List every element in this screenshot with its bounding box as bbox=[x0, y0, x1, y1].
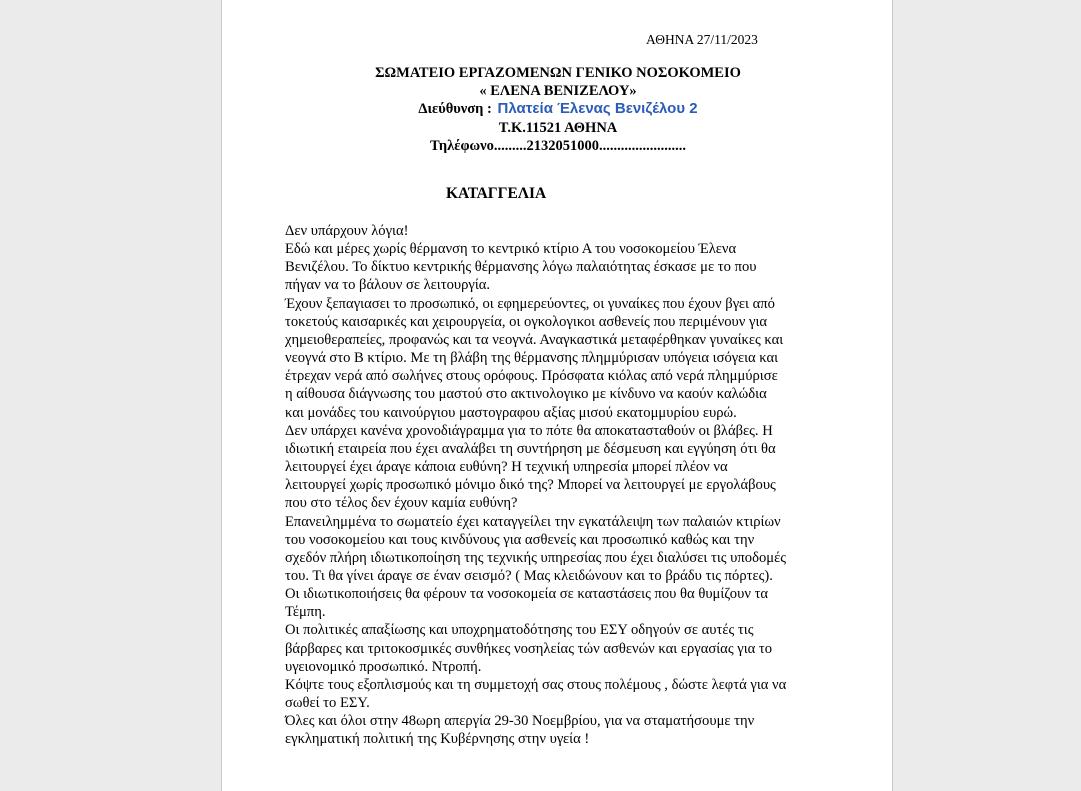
body-line: τοκετούς καισαρικές και χειρουργεία, οι ογκολογικοι ασθενείς που περιμένουν για bbox=[285, 313, 768, 330]
document-date: ΑΘΗΝΑ 27/11/2023 bbox=[646, 32, 758, 47]
body-line: σωθεί το ΕΣΥ. bbox=[285, 695, 370, 712]
document-page bbox=[221, 0, 893, 791]
org-name-line2: « ΕΛΕΝΑ ΒΕΝΙΖΕΛΟΥ» bbox=[479, 83, 637, 100]
body-line: Επανειλημμένα το σωματείο έχει καταγγείλει την εγκατάλειψη των παλαιών κτιρίων bbox=[285, 513, 781, 530]
body-line: λειτουργεί έχει άραγε κάποια ευθύνη? Η τεχνική υπηρεσία μπορεί πλέον να bbox=[285, 459, 728, 476]
body-line: Οι ιδιωτικοποιήσεις θα φέρουν τα νοσοκομεία σε καταστάσεις που θα θυμίζουν τα bbox=[285, 586, 769, 603]
body-line: λειτουργεί χωρίς προσωπικό μόνιμο δικό της? Μπορεί να λειτουργεί με εργολάβους bbox=[285, 477, 776, 494]
body-line: βάρβαρες και τριτοκοσμικές συνθήκες νοσηλείας τών ασθενών και εργασίας για το bbox=[285, 640, 773, 657]
body-line: Έχουν ξεπαγιασει το προσωπικό, οι εφημερεύοντες, οι γυναίκες που έχουν βγει από bbox=[285, 295, 775, 312]
body-line: Δεν υπάρχουν λόγια! bbox=[285, 223, 409, 239]
body-line: του. Τι θα γίνει άραγε σε έναν σεισμό? ( Μας κλειδώνουν και το βράδυ τις πόρτες). bbox=[285, 567, 773, 584]
body-line: σχεδόν πλήρη ιδιωτικοποίηση της τεχνικής υπηρεσίας που έχει διαλύσει τις υποδομές bbox=[285, 549, 786, 566]
body-line: Εδώ και μέρες χωρίς θέρμανση το κεντρικό κτίριο Α του νοσοκομείου Έλενα bbox=[285, 241, 737, 258]
body-line: υγειονομικό προσωπικό. Ντροπή. bbox=[285, 658, 482, 675]
body-line: ιδιωτική εταιρεία που έχει αναλάβει τη συντήρηση με δέσμευση και εγγύηση ότι θα bbox=[285, 440, 776, 457]
body-line: Κόψτε τους εξοπλισμούς και τη συμμετοχή σας στους πολέμους , δώστε λεφτά για να bbox=[285, 676, 787, 693]
body-line: Δεν υπάρχει κανένα χρονοδιάγραμμα για το πότε θα αποκατασταθούν οι βλάβες. Η bbox=[285, 422, 773, 439]
address-label: Διεύθυνση : bbox=[418, 101, 492, 118]
body-line: έτρεχαν νερά από σωλήνες στους ορόφους. Πρόσφατα κιόλας από νερά πλημμύρισε bbox=[285, 368, 778, 385]
body-line: εγκληματική πολιτική της Κυβέρνησης στην υγεία ! bbox=[285, 731, 590, 748]
body-line: Όλες και όλοι στην 48ωρη απεργία 29-30 Νοεμβρίου, για να σταματήσουμε την bbox=[285, 713, 755, 730]
body-line: πήγαν να το βάλουν σε λειτουργία. bbox=[285, 277, 491, 294]
body-line: Τέμπη. bbox=[285, 604, 326, 621]
body-line: Οι πολιτικές απαξίωσης και υποχρηματοδότησης του ΕΣΥ οδηγούν σε αυτές τις bbox=[285, 622, 754, 639]
body-line: η αίθουσα διάγνωσης του μαστού στο ακτινολογικο με κίνδυνο να καούν καλώδια bbox=[285, 386, 767, 403]
body-line: Βενιζέλου. Το δίκτυο κεντρικής θέρμανσης λόγω παλαιότητας έσκασε με το που bbox=[285, 259, 757, 276]
document-body bbox=[285, 222, 835, 749]
body-line: χημειοθεραπείες, προφανώς και τα νεογνά. Αναγκαστικά μεταφέρθηκαν γυναίκες και bbox=[285, 331, 784, 348]
address-value: Πλατεία Έλενας Βενιζέλου 2 bbox=[497, 100, 698, 118]
document-title: ΚΑΤΑΓΓΕΛΙΑ bbox=[446, 185, 547, 202]
phone-line: Τηλέφωνο.........2132051000........................ bbox=[430, 137, 686, 154]
body-line: που στο τέλος δεν έχουν καμία ευθύνη? bbox=[285, 495, 518, 512]
body-line: του νοσοκομείου και τους κινδύνους για ασθενείς και προσωπικό καθώς και την bbox=[285, 531, 755, 548]
address-line bbox=[222, 100, 894, 118]
letterhead bbox=[222, 64, 894, 155]
body-line: νεογνά στο Β κτίριο. Με τη βλάβη της θέρμανσης πλημμύρισαν υπόγεια ισόγεια και bbox=[285, 350, 779, 367]
org-name-line1: ΣΩΜΑΤΕΙΟ ΕΡΓΑΖΟΜΕΝΩΝ ΓΕΝΙΚΟ ΝΟΣΟΚΟΜΕΙΟ bbox=[375, 65, 741, 81]
postal-code-line: Τ.Κ.11521 ΑΘΗΝΑ bbox=[498, 119, 618, 136]
body-line: και μονάδες του καινούργιου μαστογραφου αξίας μισού εκατομμυρίου ευρώ. bbox=[285, 404, 737, 421]
